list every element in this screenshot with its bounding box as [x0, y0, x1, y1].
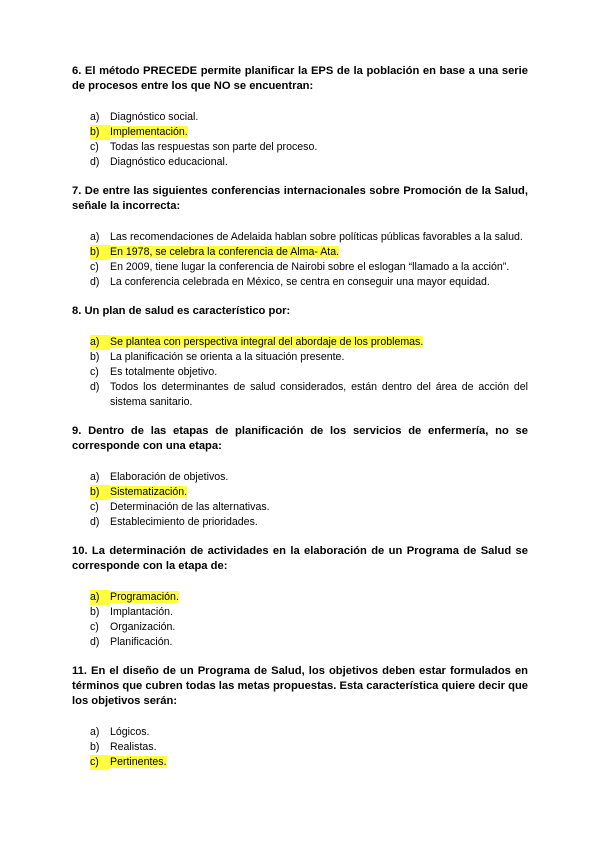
answer-option-highlighted [72, 755, 528, 770]
option-text: Sistematización. [110, 486, 188, 498]
option-text: La conferencia celebrada en México, se centra en conseguir una mayor equidad. [110, 276, 490, 288]
option-letter: a) [90, 231, 100, 243]
option-text: Diagnóstico educacional. [110, 156, 228, 168]
answer-option [72, 470, 528, 485]
question-block [72, 424, 528, 530]
question-block [72, 664, 528, 770]
answer-option [72, 110, 528, 125]
option-text: Las recomendaciones de Adelaida hablan sobre políticas públicas favorables a la salud. [110, 231, 523, 243]
answer-option [72, 725, 528, 740]
option-letter: d) [90, 636, 100, 648]
option-letter: a) [90, 111, 100, 123]
answer-options [72, 335, 528, 410]
answer-option [72, 275, 528, 290]
option-letter: d) [90, 381, 100, 393]
answer-options [72, 110, 528, 170]
answer-option [72, 365, 528, 380]
option-text: En 1978, se celebra la conferencia de Alma- Ata. [110, 246, 340, 258]
option-letter: d) [90, 156, 100, 168]
option-letter: b) [72, 245, 110, 260]
question-text: 8. Un plan de salud es característico por: [72, 305, 291, 317]
option-letter: c) [90, 141, 99, 153]
option-text: Todas las respuestas son parte del proceso. [110, 141, 318, 153]
option-text: Determinación de las alternativas. [110, 501, 270, 513]
answer-options [72, 590, 528, 650]
answer-option [72, 140, 528, 155]
answer-option [72, 155, 528, 170]
option-text: Se plantea con perspectiva integral del abordaje de los problemas. [110, 336, 424, 348]
option-letter: b) [90, 741, 100, 753]
option-text: Programación. [110, 591, 179, 603]
option-letter: c) [90, 261, 99, 273]
answer-option [72, 605, 528, 620]
option-letter: a) [72, 590, 110, 605]
option-letter: c) [72, 755, 110, 770]
answer-option [72, 380, 528, 410]
option-letter: b) [72, 485, 110, 500]
option-letter: b) [90, 606, 100, 618]
option-letter: a) [90, 726, 100, 738]
option-letter: b) [72, 125, 110, 140]
option-letter: c) [90, 366, 99, 378]
answer-option [72, 230, 528, 245]
answer-option [72, 260, 528, 275]
question-text: 6. El método PRECEDE permite planificar la EPS de la población en base a una serie de procesos entre los que NO se encuentran: [72, 65, 528, 92]
option-text: Todos los determinantes de salud considerados, están dentro del área de acción del sistema sanitario. [110, 381, 528, 408]
option-letter: d) [90, 516, 100, 528]
answer-option [72, 620, 528, 635]
document-page [72, 64, 528, 784]
option-text: Elaboración de objetivos. [110, 471, 229, 483]
option-text: Es totalmente objetivo. [110, 366, 218, 378]
option-letter: d) [90, 276, 100, 288]
option-text: Establecimiento de prioridades. [110, 516, 258, 528]
answer-option [72, 635, 528, 650]
answer-option-highlighted [72, 125, 528, 140]
option-text: Pertinentes. [110, 756, 167, 768]
option-text: Realistas. [110, 741, 157, 753]
answer-option-highlighted [72, 245, 528, 260]
answer-option-highlighted [72, 590, 528, 605]
answer-option-highlighted [72, 485, 528, 500]
answer-option [72, 740, 528, 755]
answer-option [72, 515, 528, 530]
option-text: La planificación se orienta a la situación presente. [110, 351, 345, 363]
question-block [72, 64, 528, 170]
answer-option [72, 500, 528, 515]
option-text: Implantación. [110, 606, 174, 618]
option-text: Implementación. [110, 126, 188, 138]
question-text: 9. Dentro de las etapas de planificación de los servicios de enfermería, no se corresponde con una etapa: [72, 425, 528, 452]
option-letter: a) [72, 335, 110, 350]
question-block [72, 544, 528, 650]
option-text: Lógicos. [110, 726, 150, 738]
option-text: Organización. [110, 621, 176, 633]
question-block [72, 304, 528, 410]
answer-option [72, 350, 528, 365]
answer-options [72, 230, 528, 290]
question-text: 7. De entre las siguientes conferencias internacionales sobre Promoción de la Salud, señale la incorrecta: [72, 185, 528, 212]
option-letter: a) [90, 471, 100, 483]
answer-option-highlighted [72, 335, 528, 350]
option-letter: b) [90, 351, 100, 363]
answer-options [72, 725, 528, 770]
option-text: Diagnóstico social. [110, 111, 199, 123]
option-letter: c) [90, 501, 99, 513]
option-letter: c) [90, 621, 99, 633]
option-text: En 2009, tiene lugar la conferencia de Nairobi sobre el eslogan “llamado a la acción”. [110, 261, 510, 273]
option-text: Planificación. [110, 636, 173, 648]
question-text: 10. La determinación de actividades en la elaboración de un Programa de Salud se corresponde con la etapa de: [72, 545, 528, 572]
question-block [72, 184, 528, 290]
question-text: 11. En el diseño de un Programa de Salud, los objetivos deben estar formulados en términos que cubren todas las metas propuestas. Esta característica quiere decir que los objetivos serán: [72, 665, 528, 707]
answer-options [72, 470, 528, 530]
